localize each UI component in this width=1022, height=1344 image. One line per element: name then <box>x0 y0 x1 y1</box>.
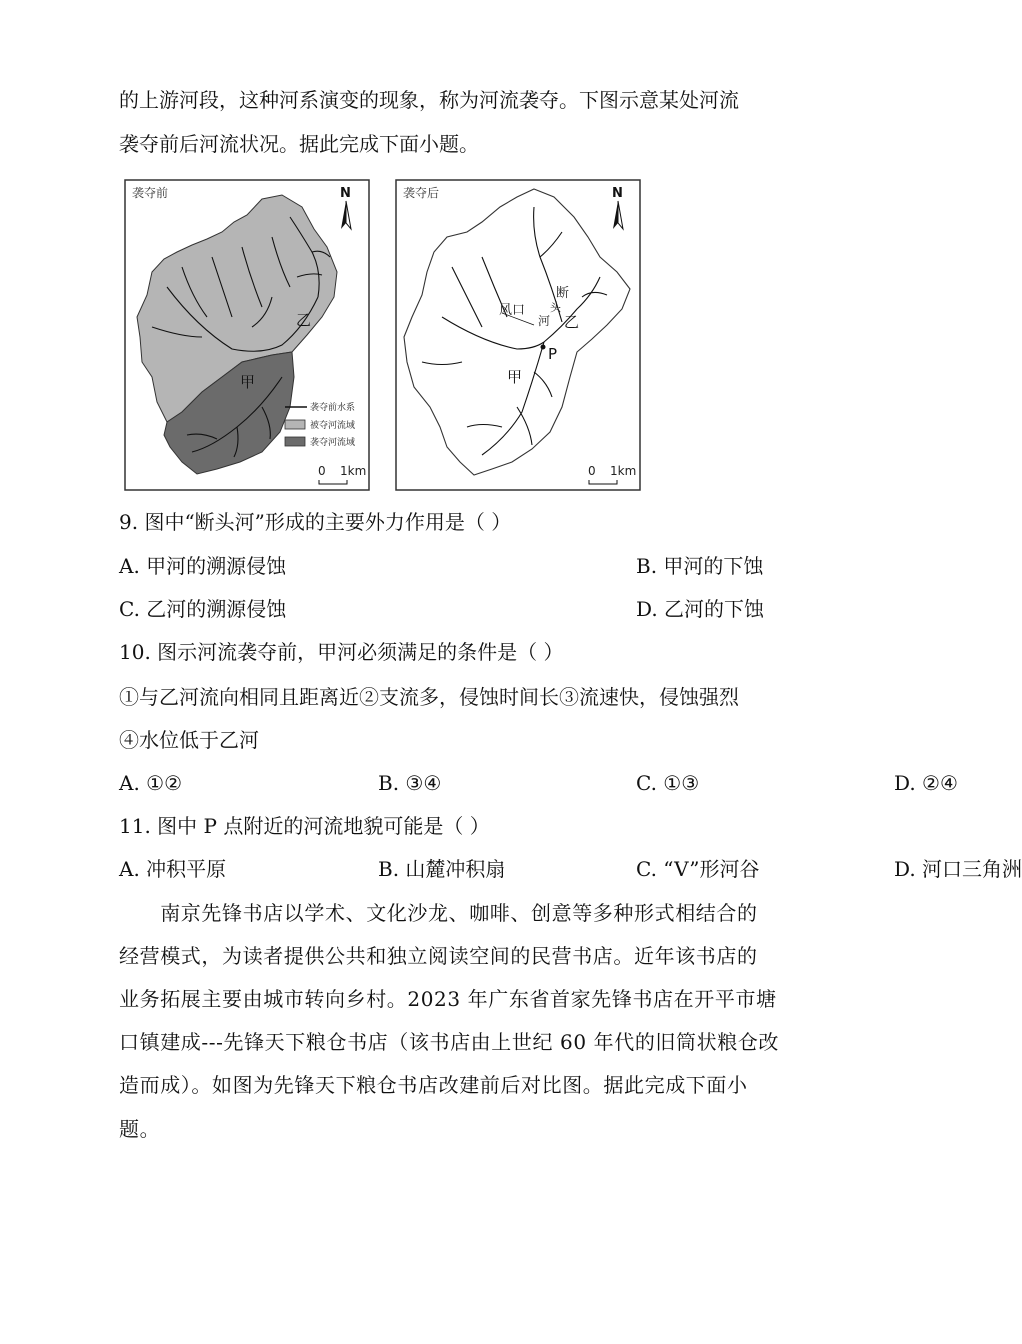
map-before-title: 袭夺前 <box>132 186 169 200</box>
label-yi-after: 乙 <box>564 313 580 331</box>
passage-line-1: 南京先锋书店以学术、文化沙龙、咖啡、创意等多种形式相结合的 <box>119 901 758 925</box>
label-fengkou: 风口 <box>499 303 526 318</box>
passage-line-5: 造而成）。如图为先锋天下粮仓书店改建前后对比图。据此完成下面小 <box>119 1073 748 1097</box>
q9-option-a[interactable]: A. 甲河的溯源侵蚀 <box>119 554 287 578</box>
svg-text:0: 0 <box>318 464 326 478</box>
svg-text:N: N <box>612 186 623 201</box>
svg-text:1km: 1km <box>340 464 367 478</box>
intro-line-2: 袭夺前后河流状况。据此完成下面小题。 <box>119 132 479 156</box>
q11-option-c[interactable]: C. “V”形河谷 <box>636 857 760 881</box>
q10-conditions-1: ①与乙河流向相同且距离近②支流多，侵蚀时间长③流速快，侵蚀强烈 <box>119 685 739 709</box>
q9-option-c[interactable]: C. 乙河的溯源侵蚀 <box>119 597 287 621</box>
passage-line-3: 业务拓展主要由城市转向乡村。2023 年广东省首家先锋书店在开平市塘 <box>119 987 777 1011</box>
q10-option-b[interactable]: B. ③④ <box>378 771 442 795</box>
label-he: 河 <box>538 314 551 328</box>
q10-stem: 10. 图示河流袭夺前，甲河必须满足的条件是（ ） <box>119 640 564 664</box>
svg-text:1km: 1km <box>610 464 637 478</box>
map-after-capture <box>396 180 640 490</box>
label-duan: 断 <box>556 286 570 301</box>
svg-text:N: N <box>340 186 351 201</box>
passage-line-4: 口镇建成---先锋天下粮仓书店（该书店由上世纪 60 年代的旧筒状粮仓改 <box>119 1030 780 1054</box>
point-p-marker <box>541 345 546 350</box>
label-jia-after: 甲 <box>507 368 523 386</box>
svg-text:0: 0 <box>588 464 596 478</box>
q10-option-d[interactable]: D. ②④ <box>894 771 958 795</box>
label-tou: 头 <box>550 301 561 314</box>
map-before-capture <box>125 180 369 490</box>
q10-option-a[interactable]: A. ①② <box>119 771 183 795</box>
svg-text:被夺河流域: 被夺河流域 <box>310 421 356 431</box>
passage-line-6: 题。 <box>119 1117 161 1141</box>
svg-text:袭夺河流域: 袭夺河流域 <box>310 438 356 448</box>
q11-option-a[interactable]: A. 冲积平原 <box>119 857 227 881</box>
q10-conditions-2: ④水位低于乙河 <box>119 728 259 752</box>
passage-line-2: 经营模式，为读者提供公共和独立阅读空间的民营书店。近年该书店的 <box>119 944 758 968</box>
label-yi-before: 乙 <box>296 311 312 329</box>
q10-option-c[interactable]: C. ①③ <box>636 771 700 795</box>
q11-stem: 11. 图中 P 点附近的河流地貌可能是（ ） <box>119 814 490 838</box>
river-capture-figure <box>122 177 642 493</box>
q11-option-d[interactable]: D. 河口三角洲 <box>894 857 1022 881</box>
map-after-title: 袭夺后 <box>403 186 440 200</box>
svg-text:袭夺前水系: 袭夺前水系 <box>310 403 356 413</box>
q9-option-d[interactable]: D. 乙河的下蚀 <box>636 597 765 621</box>
intro-line-1: 的上游河段，这种河系演变的现象，称为河流袭夺。下图示意某处河流 <box>119 88 739 112</box>
q9-stem: 9. 图中“断头河”形成的主要外力作用是（ ） <box>119 510 512 534</box>
label-jia-before: 甲 <box>240 373 256 391</box>
q11-option-b[interactable]: B. 山麓冲积扇 <box>378 857 506 881</box>
q9-option-b[interactable]: B. 甲河的下蚀 <box>636 554 764 578</box>
label-p: P <box>548 345 558 363</box>
